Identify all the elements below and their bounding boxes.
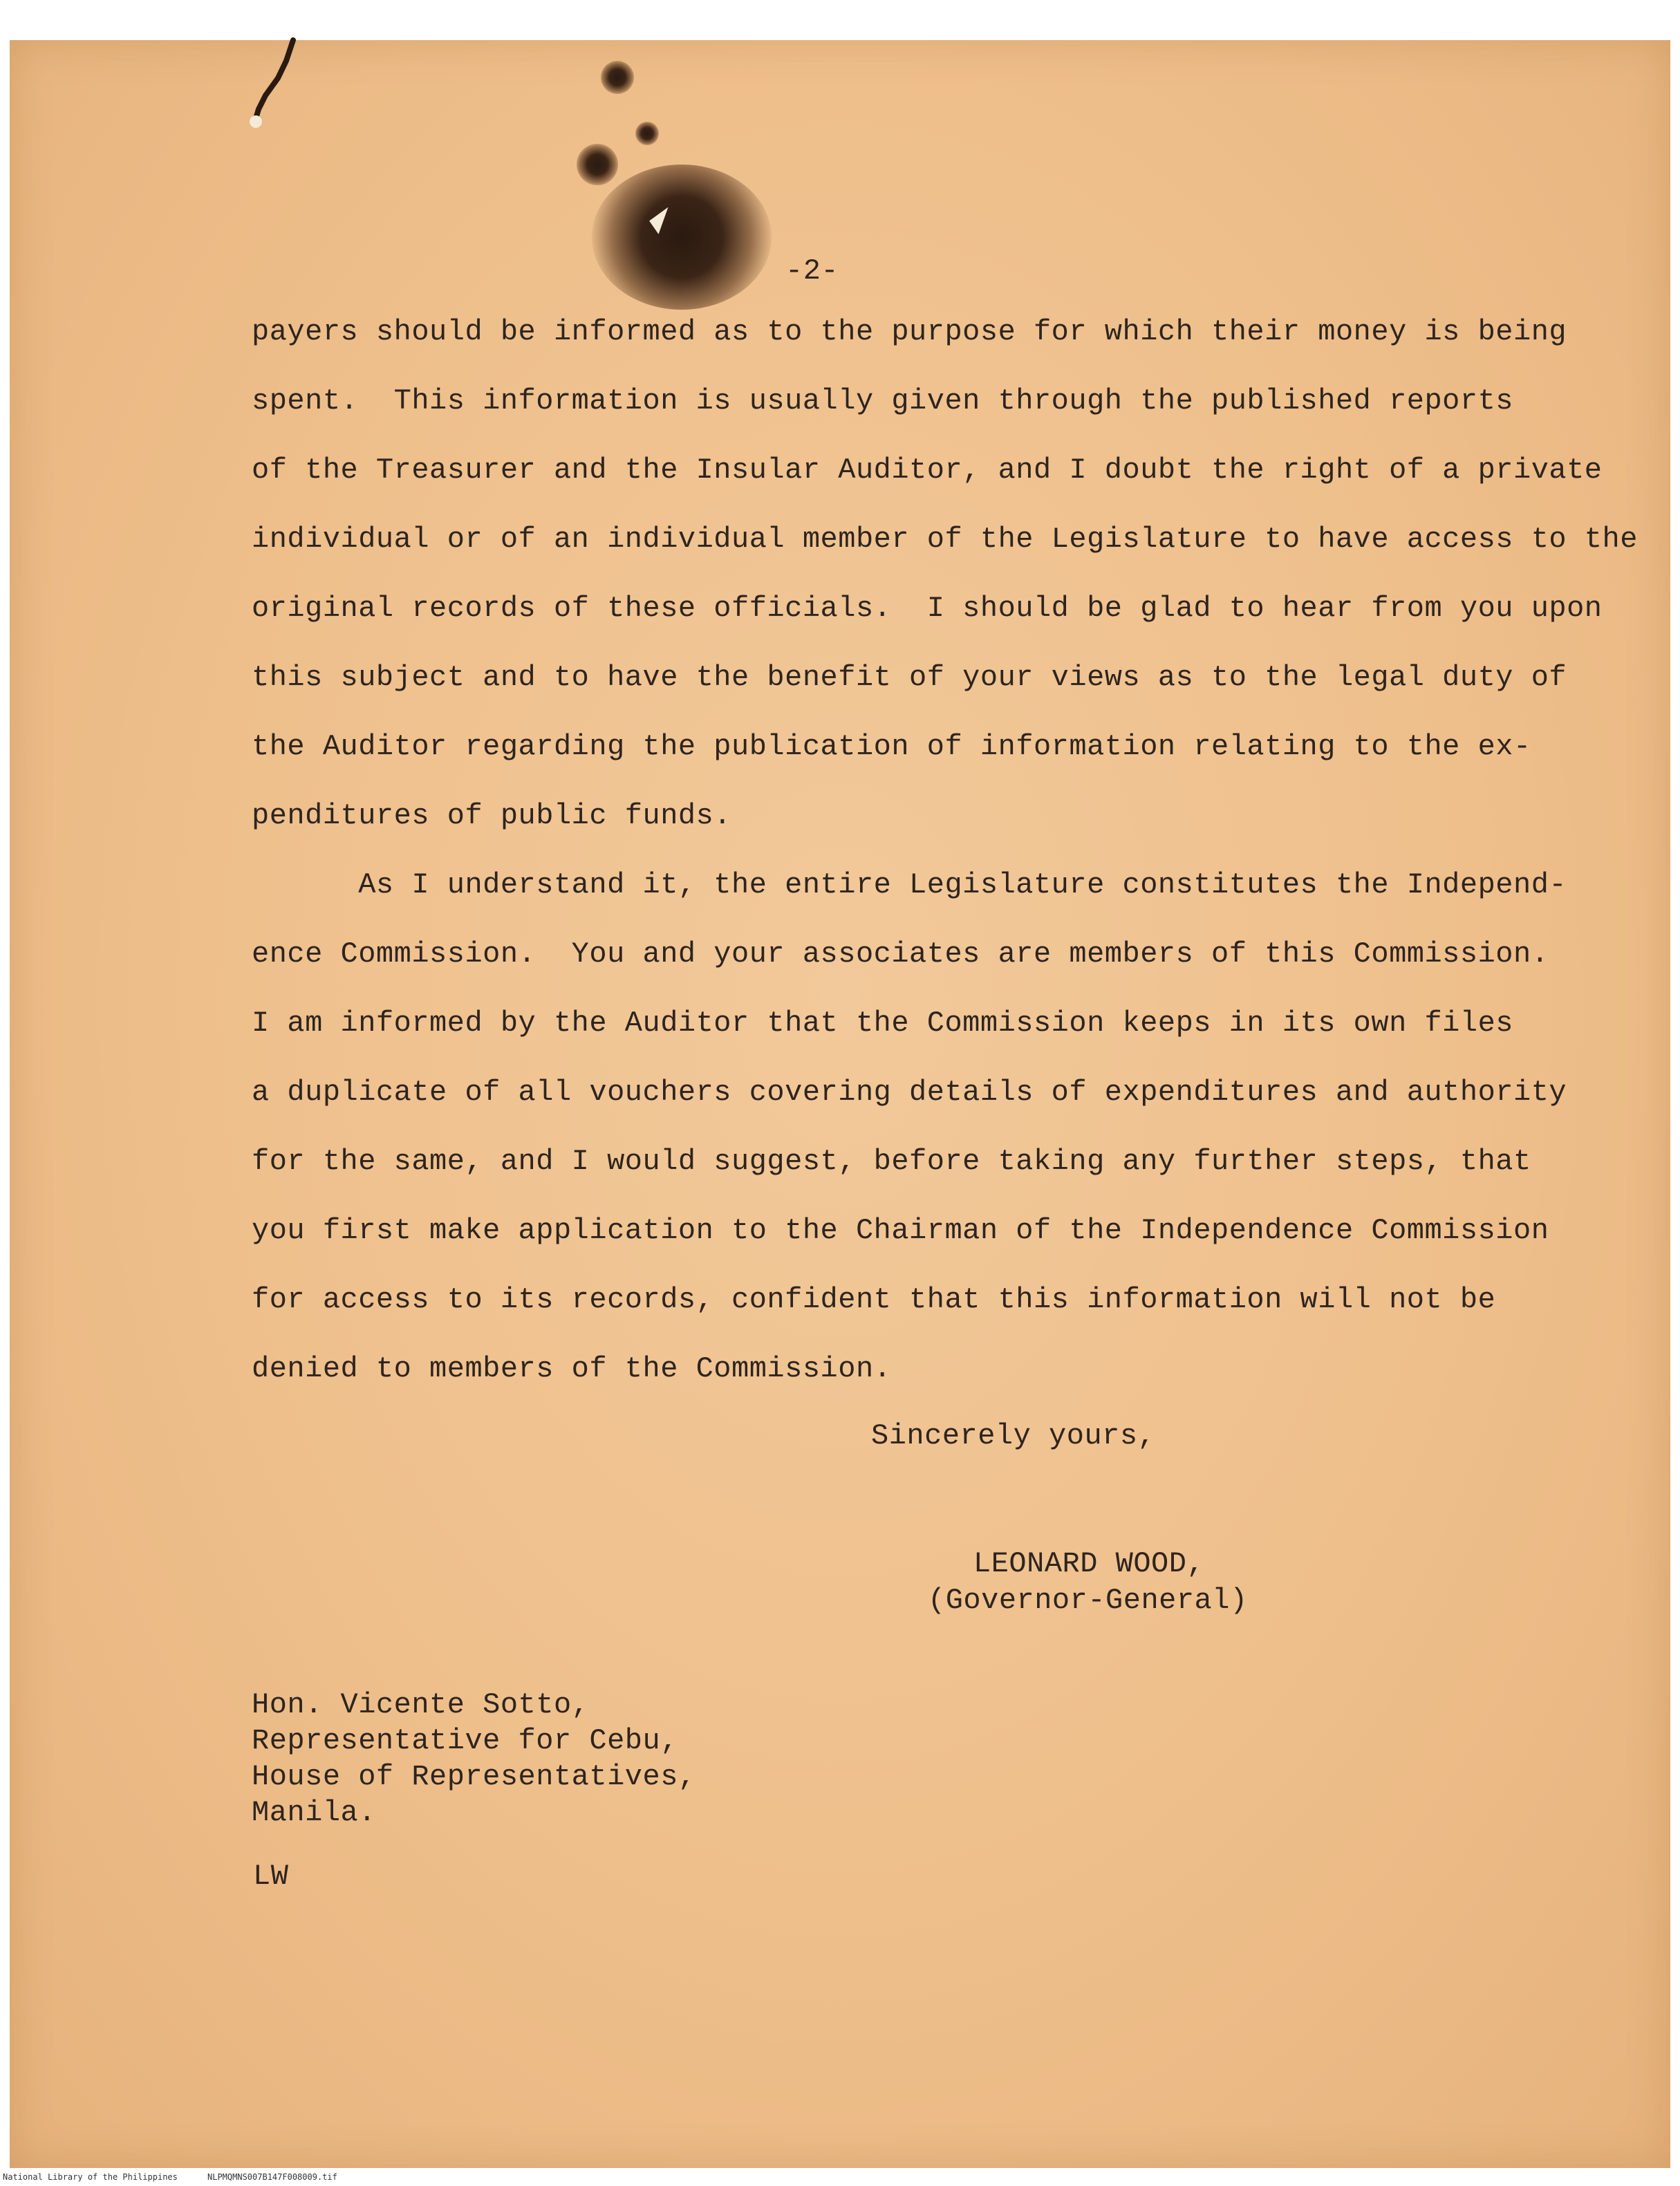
signature-title: (Governor-General) <box>928 1584 1248 1617</box>
letter-paper <box>10 40 1670 2168</box>
body-line: denied to members of the Commission. <box>252 1352 892 1385</box>
body-line: original records of these officials. I should be glad to hear from you upon <box>252 592 1603 625</box>
addressee-line: Hon. Vicente Sotto, <box>252 1688 590 1721</box>
library-credit: National Library of the Philippines <box>3 2172 178 2182</box>
body-line: As I understand it, the entire Legislature constitutes the Independ- <box>252 868 1567 902</box>
body-line: the Auditor regarding the publication of information relating to the ex- <box>252 730 1531 763</box>
body-line: individual or of an individual member of the Legislature to have access to the <box>252 523 1638 556</box>
body-line: this subject and to have the benefit of your views as to the legal duty of <box>252 661 1567 694</box>
body-line: for the same, and I would suggest, before taking any further steps, that <box>252 1145 1531 1178</box>
body-line: a duplicate of all vouchers covering details of expenditures and authority <box>252 1076 1567 1109</box>
signature-name: LEONARD WOOD, <box>973 1547 1205 1580</box>
burn-spot <box>601 61 634 94</box>
body-line: for access to its records, confident that this information will not be <box>252 1283 1496 1316</box>
body-line: I am informed by the Auditor that the Commission keeps in its own files <box>252 1007 1513 1040</box>
addressee-line: Manila. <box>252 1796 376 1829</box>
burn-mark <box>592 165 772 310</box>
typist-initials: LW <box>253 1860 289 1893</box>
burn-spot <box>577 144 618 185</box>
body-line: spent. This information is usually given through the published reports <box>252 384 1513 418</box>
body-line: payers should be informed as to the purpose for which their money is being <box>252 315 1567 348</box>
paper-tear <box>245 40 328 130</box>
closing: Sincerely yours, <box>871 1419 1156 1452</box>
body-line: penditures of public funds. <box>252 799 732 832</box>
page-number: -2- <box>785 254 839 288</box>
body-line: you first make application to the Chairman of the Independence Commission <box>252 1214 1549 1247</box>
body-line: of the Treasurer and the Insular Auditor, and I doubt the right of a private <box>252 454 1603 487</box>
file-name: NLPMQMNS007B147F008009.tif <box>207 2172 337 2182</box>
body-line: ence Commission. You and your associates are members of this Commission. <box>252 937 1549 971</box>
addressee-line: Representative for Cebu, <box>252 1724 678 1757</box>
burn-spot <box>635 122 659 145</box>
addressee-line: House of Representatives, <box>252 1760 696 1793</box>
